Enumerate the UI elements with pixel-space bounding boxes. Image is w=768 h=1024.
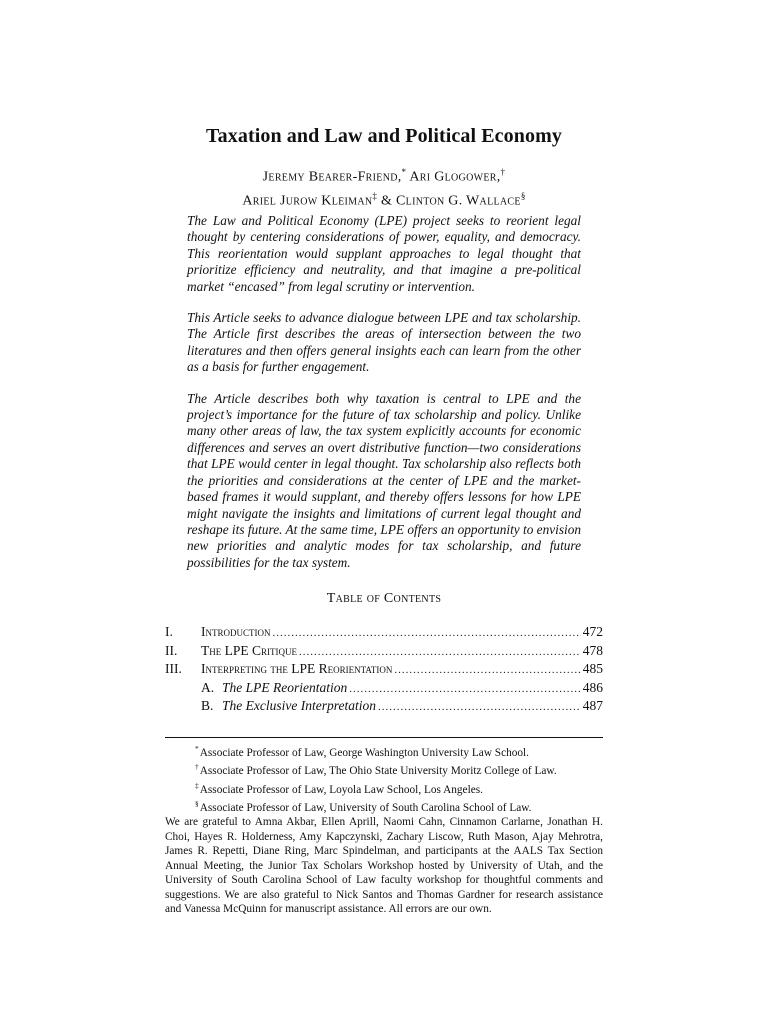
toc-leader-dots [299,646,581,658]
article-title: Taxation and Law and Political Economy [206,125,562,147]
toc-entry-number: II. [165,642,178,658]
toc-subentry[interactable] [165,698,603,717]
toc-subentry-letter: B. [201,698,214,713]
footnote-divider [165,737,603,738]
toc-entry[interactable] [165,643,603,662]
toc-entry-page: 485 [582,661,603,676]
toc-subentry-label: The Exclusive Interpretation [222,698,376,713]
toc-leader-dots [349,683,581,695]
toc-subentry[interactable] [165,680,603,699]
footnotes [165,742,603,917]
footnote-text: Associate Professor of Law, Loyola Law School, Los Angeles. [199,783,483,796]
author-name: & Clinton G. Wallace [381,193,521,209]
footnote-mark: § [195,798,199,808]
abstract [187,213,581,586]
author-footnote-mark: * [401,167,407,177]
toc-subentry-page: 486 [582,679,603,695]
abstract-paragraph: The Article describes both why taxation is central to LPE and the project’s importance for the future of tax scholarship and policy. Unlike many other areas of law, the tax system explicitly accounts for economic differences and serves an overt distributive function—two considerations that LPE would center in legal thought. Tax scholarship also reflects both the priorities and considerations at the center of LPE and the market-based frames it would supplant, and thereby offers lessons for how LPE might navigate the insights and limitations of current legal thought and reshape its future. At the same time, LPE offers an opportunity to envision new priorities and analytic modes for tax scholarship, and future possibilities for the tax system. [187,390,581,570]
abstract-paragraph: This Article seeks to advance dialogue between LPE and tax scholarship. The Article first describes the areas of intersection between the two literatures and then offers general insights each can learn from the other as a basis for further engagement. [187,310,581,375]
toc-entry[interactable] [165,661,603,680]
toc-subentry-label: The LPE Reorientation [222,679,348,695]
footnote [165,760,603,778]
toc-entry[interactable] [165,624,603,643]
footnote-mark: ‡ [195,780,199,790]
footnote-text: Associate Professor of Law, University of South Carolina School of Law. [199,801,532,814]
toc-subentry-page: 487 [582,698,603,713]
toc-entry-label: Interpreting the LPE Reorientation [201,661,393,676]
acknowledgment-text: We are grateful to Amna Akbar, Ellen Aprill, Naomi Cahn, Cinnamon Carlarne, Jonathan H. Choi, Hayes R. Holderness, Amy Kapczynski, Zachary Liscow, Ruth Mason, Ajay Mehrotra, James R. Repetti, Diane Ring, Marc Spindelman, and participants at the AALS Tax Section Annual Meeting, the Junior Tax Scholars Workshop hosted by University of Utah, and the University of South Carolina School of Law faculty workshop for thoughtful comments and suggestions. We are also grateful to Nick Santos and Thomas Gardner for research assistance and Vanessa McQuinn for manuscript assistance. All errors are our own. [165,816,603,916]
footnote-text: Associate Professor of Law, The Ohio State University Moritz College of Law. [199,765,557,778]
toc-heading: Table of Contents [326,591,442,606]
toc-entry-label: The LPE Critique [201,642,297,658]
toc-leader-dots [378,701,581,713]
toc-leader-dots [273,627,581,639]
author-footnote-mark: ‡ [372,190,378,201]
author-name: Ariel Jurow Kleiman [242,193,373,209]
author-line-1 [0,163,768,187]
author-name: Jeremy Bearer-Friend, [262,169,402,185]
footnote [165,742,603,760]
footnote-mark: † [195,762,199,772]
author-footnote-mark: † [500,167,506,177]
abstract-paragraph: The Law and Political Economy (LPE) project seeks to reorient legal thought by centering considerations of power, equality, and democracy. This reorientation would supplant approaches to legal thought that prioritize efficiency and neutrality, and that imagine a pre-political market “encased” from legal scrutiny or intervention. [187,213,581,294]
toc-subentry-letter: A. [201,679,215,695]
author-name: Ari Glogower, [409,169,501,185]
author-line-2 [0,187,768,211]
toc-entry-number: I. [165,624,173,639]
footnote-mark: * [195,744,199,753]
toc-entry-number: III. [165,661,182,676]
footnote-text: Associate Professor of Law, George Washington University Law School. [199,746,530,759]
toc-entry-label: Introduction [201,624,271,639]
toc-entry-page: 472 [582,624,603,639]
footnote [165,779,603,797]
toc-entry-page: 478 [582,642,603,658]
toc-leader-dots [394,664,580,676]
author-footnote-mark: § [520,190,526,201]
author-list [0,163,768,210]
table-of-contents [165,624,603,717]
footnote [165,797,603,815]
